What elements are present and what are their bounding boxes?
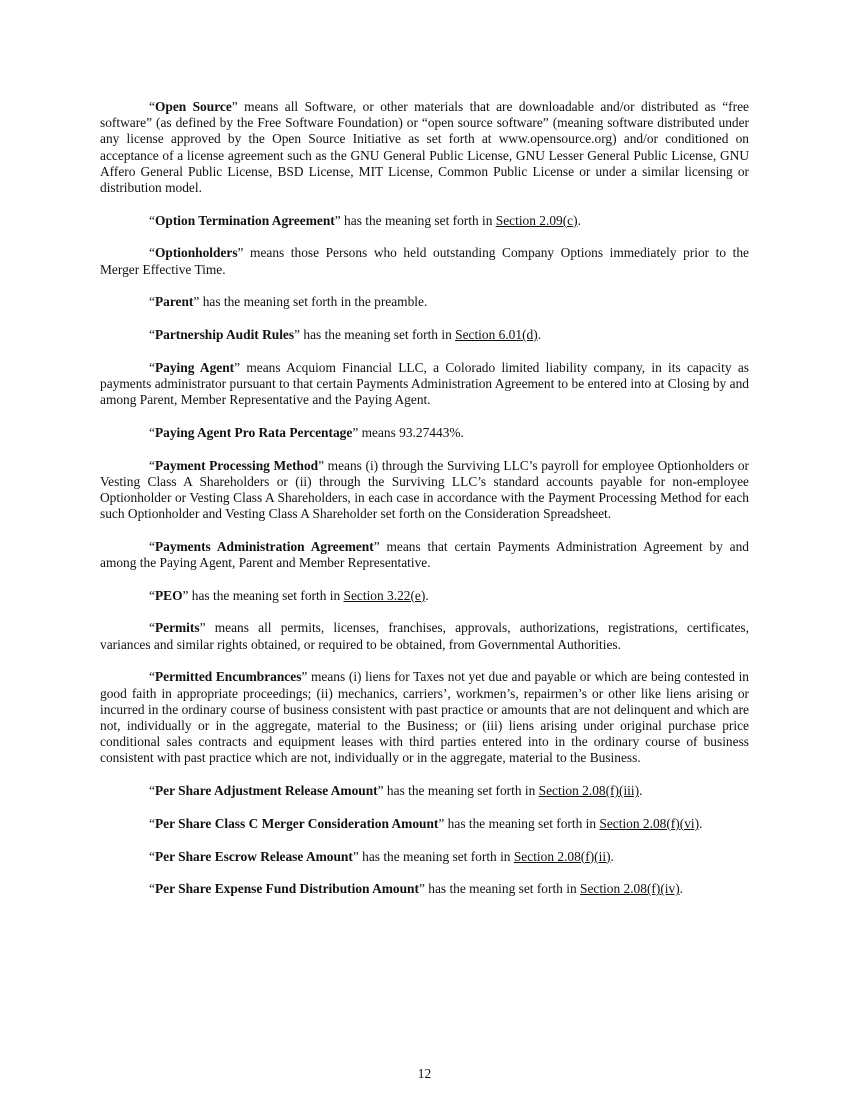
defined-term: Paying Agent [154,359,235,375]
section-reference-link[interactable]: Section 2.08(f)(iii) [538,783,640,799]
definition-text: means 93.27443%. [358,424,464,440]
defined-term: Per Share Class C Merger Consideration Amount [154,815,439,831]
page-number: 12 [417,1066,432,1081]
definition-paragraph: “Option Termination Agreement” has the meaning set forth in Section 2.09(c). [149,212,581,228]
section-reference-link[interactable]: Section 2.09(c) [495,212,578,228]
defined-term: Payments Administration Agreement [154,538,374,554]
defined-term: Per Share Escrow Release Amount [154,848,353,864]
section-reference-link[interactable]: Section 2.08(f)(vi) [599,815,700,831]
definition-paragraph: “Optionholders” means those Persons who held outstanding Company Options immediately prior to the Merger Effective Time. [100,245,749,277]
definition-paragraph: “Parent” has the meaning set forth in the preamble. [149,294,428,310]
definition-tail: . [699,815,703,831]
definition-paragraph: “Per Share Adjustment Release Amount” has the meaning set forth in Section 2.08(f)(iii). [149,783,643,799]
definition-text: means that certain Payments Administration Agreement by and among the Paying Agent, Parent and Member Representative. [100,538,749,571]
definition-paragraph: “Per Share Expense Fund Distribution Amount” has the meaning set forth in Section 2.08(f)(iv). [149,881,684,897]
definition-text: has the meaning set forth in [300,327,456,343]
definition-text: has the meaning set forth in [188,587,344,603]
definition-paragraph: “Partnership Audit Rules” has the meaning set forth in Section 6.01(d). [149,327,542,343]
definition-paragraph: “Per Share Escrow Release Amount” has the meaning set forth in Section 2.08(f)(ii). [149,848,614,864]
definition-tail: . [425,587,429,603]
definition-tail: . [577,212,581,228]
definition-tail: . [610,848,614,864]
definition-text: has the meaning set forth in the preamble. [199,294,428,310]
defined-term: Parent [154,294,194,310]
definition-paragraph: “Permitted Encumbrances” means (i) liens for Taxes not yet due and payable or which are being contested in good faith in appropriate proceedings; (ii) mechanics, carriers’, workmen’s, repairmen’s or other like liens arising or incurred in the ordinary course of business consistent with past practice or amounts that are not delinquent and which are not, individually or in the aggregate, material to the Business; or (iii) liens arising under original purchase price conditional sales contracts and equipment leases with third parties entered into in the ordinary course of business consistent with past practice which are not, individually or in the aggregate, material to the Business. [100,669,749,766]
definition-paragraph: “Payments Administration Agreement” means that certain Payments Administration Agreement by and among the Paying Agent, Parent and Member Representative. [100,538,749,571]
section-reference-link[interactable]: Section 2.08(f)(ii) [513,848,611,864]
definition-text: means (i) through the Surviving LLC’s payroll for employee Optionholders or Vesting Class A Shareholders or (ii) through the Surviving LLC’s standard accounts payable for non-employee Optionholder or Vesting Class A Shareholders, in each case in accordance with the Payment Processing Method for each such Optionholder and Vesting Class A Shareholder set forth on the Consideration Spreadsheet. [100,457,749,522]
definition-paragraph: “PEO” has the meaning set forth in Section 3.22(e). [149,587,429,603]
definition-text: has the meaning set forth in [424,881,580,897]
definition-text: means those Persons who held outstanding Company Options immediately prior to the Merger Effective Time. [100,245,749,277]
definition-text: has the meaning set forth in [358,848,514,864]
defined-term: Per Share Adjustment Release Amount [154,783,378,799]
section-reference-link[interactable]: Section 2.08(f)(iv) [580,881,680,897]
definition-text: means (i) liens for Taxes not yet due and payable or which are being contested in good faith in appropriate proceedings; (ii) mechanics, carriers’, workmen’s, repairmen’s or other like liens arising or incurred in the ordinary course of business consistent with past practice or amounts that are not delinquent and which are not, individually or in the aggregate, material to the Business; or (iii) liens arising under original purchase price conditional sales contracts and equipment leases with third parties entered into in the ordinary course of business consistent with past practice which are not, individually or in the aggregate, material to the Business. [100,669,749,766]
definition-paragraph: “Per Share Class C Merger Consideration Amount” has the meaning set forth in Section 2.08(f)(vi). [149,815,703,831]
section-reference-link[interactable]: Section 3.22(e) [343,587,426,603]
defined-term: Per Share Expense Fund Distribution Amount [154,881,419,897]
definition-paragraph: “Paying Agent” means Acquiom Financial LLC, a Colorado limited liability company, in its capacity as payments administrator pursuant to that certain Payments Administration Agreement to be entered into at Closing by and among Parent, Member Representative and the Paying Agent. [100,359,749,408]
section-reference-link[interactable]: Section 6.01(d) [455,327,538,343]
definition-paragraph: “Permits” means all permits, licenses, franchises, approvals, authorizations, registrations, certificates, variances and similar rights obtained, or required to be obtained, from Governmental Authorities. [100,620,749,652]
definition-paragraph: “Open Source” means all Software, or other materials that are downloadable and/or distributed as “free software” (as defined by the Free Software Foundation) or “open source software” (meaning software distributed under any license approved by the Open Source Initiative as set forth at www.opensource.org) and/or conditioned on acceptance of a license agreement such as the GNU General Public License, GNU Lesser General Public License, GNU Affero General Public License, BSD License, MIT License, Common Public License or under a similar licensing or distribution model. [100,99,749,196]
defined-term: Paying Agent Pro Rata Percentage [154,424,353,440]
definition-text: means all permits, licenses, franchises, approvals, authorizations, registrations, certificates, variances and similar rights obtained, or required to be obtained, from Governmental Authorities. [100,620,749,652]
defined-term: PEO [154,587,183,603]
definition-text: has the meaning set forth in [383,783,539,799]
defined-term: Payment Processing Method [154,457,319,473]
definition-paragraph: “Paying Agent Pro Rata Percentage” means 93.27443%. [149,424,464,440]
definition-tail: . [639,783,643,799]
document-page [100,99,749,914]
defined-term: Partnership Audit Rules [154,327,295,343]
definition-text: means Acquiom Financial LLC, a Colorado limited liability company, in its capacity as payments administrator pursuant to that certain Payments Administration Agreement to be entered into at Closing by and among Parent, Member Representative and the Paying Agent. [100,359,749,408]
defined-term: Open Source [154,99,232,114]
definition-tail: . [537,327,542,343]
definition-text: has the meaning set forth in [444,815,600,831]
defined-term: Permitted Encumbrances [154,669,302,685]
definition-tail: . [679,881,684,897]
definition-text: has the meaning set forth in [340,212,496,228]
definition-text: means all Software, or other materials that are downloadable and/or distributed as “free software” (as defined by the Free Software Foundation) or “open source software” (meaning software distributed under any license approved by the Open Source Initiative as set forth at www.opensource.org) and/or conditioned on acceptance of a license agreement such as the GNU General Public License, GNU Lesser General Public License, GNU Affero General Public License, BSD License, MIT License, Common Public License or under a similar licensing or distribution model. [100,99,749,196]
defined-term: Option Termination Agreement [154,212,335,228]
defined-term: Optionholders [154,245,238,261]
definition-paragraph: “Payment Processing Method” means (i) through the Surviving LLC’s payroll for employee Optionholders or Vesting Class A Shareholders or (ii) through the Surviving LLC’s standard accounts payable for non-employee Optionholder or Vesting Class A Shareholders, in each case in accordance with the Payment Processing Method for each such Optionholder and Vesting Class A Shareholder set forth on the Consideration Spreadsheet. [100,457,749,522]
defined-term: Permits [154,620,200,636]
